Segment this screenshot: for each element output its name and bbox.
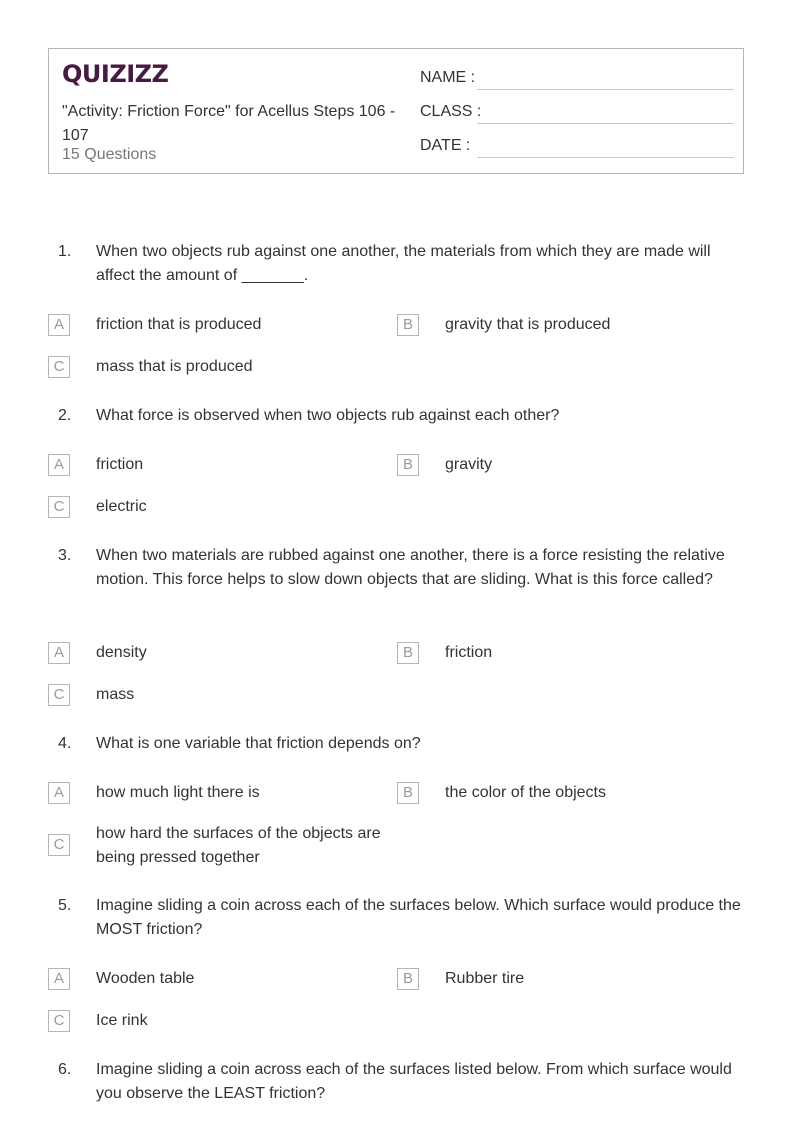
question-text: Imagine sliding a coin across each of the surfaces below. Which surface would produce the MOST friction? bbox=[96, 897, 741, 938]
question-text: When two objects rub against one another, the materials from which they are made will affect the amount of _______. bbox=[96, 243, 711, 284]
class-field[interactable] bbox=[420, 100, 734, 124]
class-label: CLASS : bbox=[420, 103, 482, 120]
option-letter-box: A bbox=[48, 642, 70, 664]
option-text: Ice rink bbox=[96, 1012, 148, 1029]
question-count: 15 Questions bbox=[62, 146, 157, 163]
worksheet-title: "Activity: Friction Force" for Acellus Steps 106 - 107 bbox=[62, 103, 396, 144]
option-letter-box: C bbox=[48, 684, 70, 706]
question-number: 6. bbox=[58, 1061, 72, 1078]
question-number: 2. bbox=[58, 407, 72, 424]
option-text: density bbox=[96, 644, 147, 661]
quizizz-logo bbox=[62, 57, 169, 96]
option-letter-box: C bbox=[48, 356, 70, 378]
option-text: electric bbox=[96, 498, 147, 515]
option-text: gravity that is produced bbox=[445, 316, 611, 333]
question-text: When two materials are rubbed against one another, there is a force resisting the relative motion. This force helps to slow down objects that are sliding. What is this force called? bbox=[96, 547, 725, 588]
option-letter-box: A bbox=[48, 454, 70, 476]
option-letter-box: B bbox=[397, 782, 419, 804]
option-letter-box: B bbox=[397, 314, 419, 336]
date-label: DATE : bbox=[420, 137, 471, 154]
option-text: the color of the objects bbox=[445, 784, 606, 801]
name-line[interactable] bbox=[477, 89, 734, 90]
option-letter-box: C bbox=[48, 1010, 70, 1032]
question-number: 5. bbox=[58, 897, 72, 914]
option-text: friction that is produced bbox=[96, 316, 262, 333]
option-letter-box: C bbox=[48, 834, 70, 856]
option-letter-box: A bbox=[48, 314, 70, 336]
option-text: mass that is produced bbox=[96, 358, 253, 375]
option-text: how much light there is bbox=[96, 784, 260, 801]
option-text: mass bbox=[96, 686, 135, 703]
svg-text:QUIZIZZ: QUIZIZZ bbox=[62, 60, 169, 88]
option-text: Wooden table bbox=[96, 970, 195, 987]
name-field[interactable] bbox=[420, 66, 734, 90]
option-text: friction bbox=[445, 644, 493, 661]
question-text: Imagine sliding a coin across each of the surfaces listed below. From which surface would you observe the LEAST friction? bbox=[96, 1061, 732, 1102]
option-letter-box: B bbox=[397, 642, 419, 664]
option-letter-box: A bbox=[48, 782, 70, 804]
option-text: friction bbox=[96, 456, 144, 473]
date-line[interactable] bbox=[477, 157, 734, 158]
name-label: NAME : bbox=[420, 69, 476, 86]
question-number: 4. bbox=[58, 735, 72, 752]
question-number: 1. bbox=[58, 243, 72, 260]
option-letter-box: A bbox=[48, 968, 70, 990]
option-letter-box: B bbox=[397, 454, 419, 476]
question-number: 3. bbox=[58, 547, 72, 564]
date-field[interactable] bbox=[420, 134, 734, 158]
class-line[interactable] bbox=[477, 123, 734, 124]
question-text: What is one variable that friction depends on? bbox=[96, 735, 421, 752]
option-text: Rubber tire bbox=[445, 970, 525, 987]
option-letter-box: B bbox=[397, 968, 419, 990]
option-text: how hard the surfaces of the objects are being pressed together bbox=[96, 825, 381, 866]
worksheet-header bbox=[48, 48, 744, 174]
option-text: gravity bbox=[445, 456, 493, 473]
option-letter-box: C bbox=[48, 496, 70, 518]
question-text: What force is observed when two objects rub against each other? bbox=[96, 407, 560, 424]
